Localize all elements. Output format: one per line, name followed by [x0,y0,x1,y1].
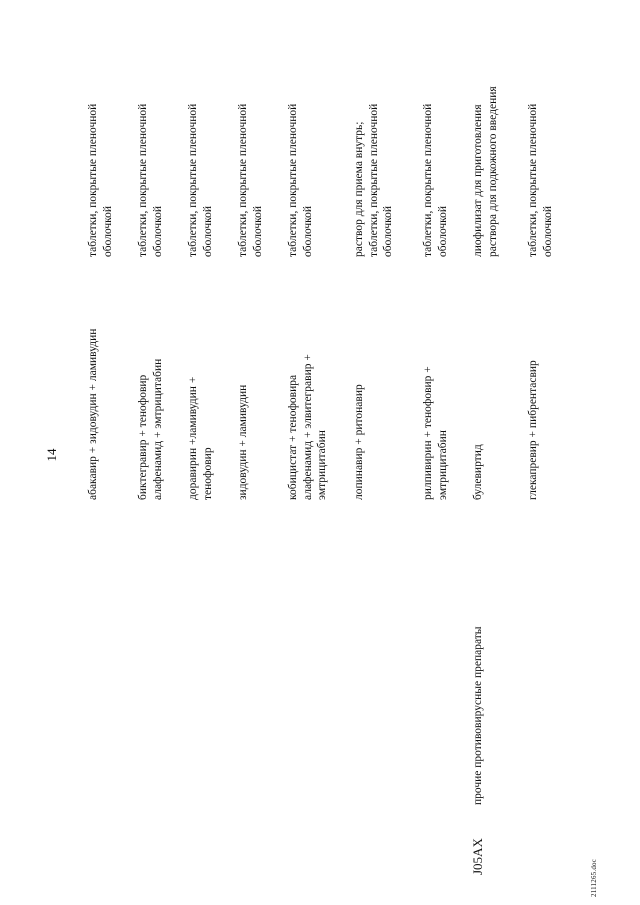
dosage-form: таблетки, покрытые пленочной оболочкой [237,103,264,257]
drug-name: рилпивирин + тенофовир + эмтрицитабин [422,366,449,500]
dosage-form: таблетки, покрытые пленочной оболочкой [187,103,214,257]
drug-name: зидовудин + ламивудин [237,384,249,500]
dosage-form: таблетки, покрытые пленочной оболочкой [527,103,554,257]
dosage-form: таблетки, покрытые пленочной оболочкой [287,103,314,257]
page-number: 14 [44,448,59,462]
drug-name: лопинавир + ритонавир [353,384,365,500]
drug-name: булевиртид [472,444,484,500]
drug-name: доравирин +ламивудин + тенофовир [187,376,214,500]
dosage-form: лиофилизат для приготовления раствора для подкожного введения [472,86,499,257]
pharmacological-group: прочие противовирусные препараты [472,626,484,805]
atc-code: J05AX [470,838,485,875]
dosage-form: таблетки, покрытые пленочной оболочкой [137,103,164,257]
dosage-form: таблетки, покрытые пленочной оболочкой [87,103,114,257]
drug-name: абакавир + зидовудин + ламивудин [87,328,99,500]
drug-name: кобицистат + тенофовира алафенамид + элвитегравир + эмтрицитабин [287,354,328,500]
footer-file-name: 2111265.doc [590,858,598,897]
dosage-form: таблетки, покрытые пленочной оболочкой [422,103,449,257]
drug-name: глекапревир + пибрентасвир [527,360,539,500]
dosage-form: раствор для приема внутрь; таблетки, покрытые пленочной оболочкой [353,103,394,257]
drug-name: биктегравир + тенофовир алафенамид + эмтрицитабин [137,358,164,500]
